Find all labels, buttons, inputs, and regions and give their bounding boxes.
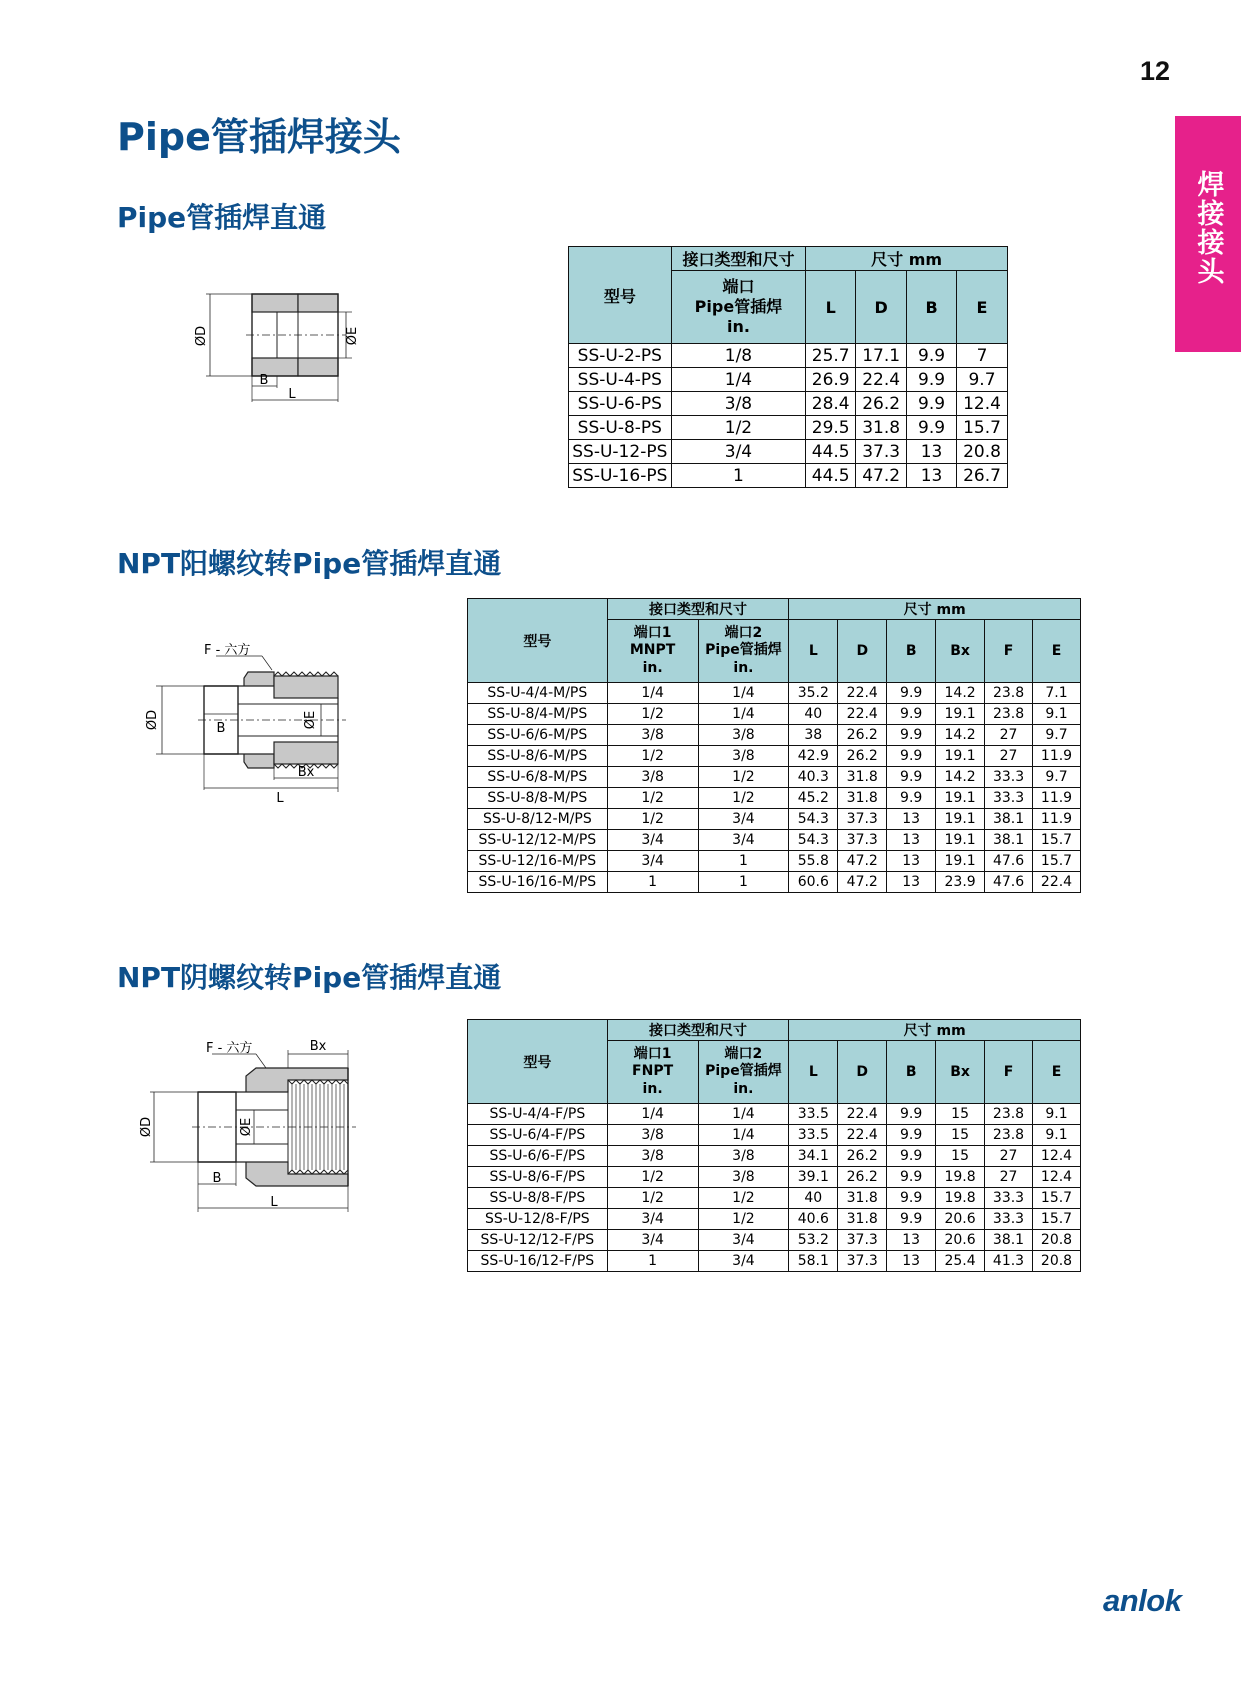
table-row bbox=[468, 788, 1081, 809]
table-row bbox=[468, 1104, 1081, 1125]
header-model: 型号 bbox=[569, 247, 672, 344]
value-cell: 3/8 bbox=[671, 392, 806, 416]
value-cell: 45.2 bbox=[789, 788, 838, 809]
value-cell: 47.2 bbox=[838, 851, 887, 872]
value-cell: 1/2 bbox=[698, 788, 789, 809]
value-cell: 9.7 bbox=[1033, 725, 1081, 746]
value-cell: 3/4 bbox=[698, 830, 789, 851]
value-cell: 13 bbox=[907, 440, 957, 464]
table-row bbox=[569, 344, 1008, 368]
value-cell: 9.9 bbox=[907, 344, 957, 368]
model-cell: SS-U-12/16-M/PS bbox=[468, 851, 608, 872]
value-cell: 1/4 bbox=[607, 683, 698, 704]
value-cell: 26.2 bbox=[838, 1146, 887, 1167]
value-cell: 9.9 bbox=[887, 1146, 936, 1167]
value-cell: 22.4 bbox=[838, 1125, 887, 1146]
value-cell: 41.3 bbox=[985, 1251, 1033, 1272]
value-cell: 33.5 bbox=[789, 1125, 838, 1146]
header-model: 型号 bbox=[468, 599, 608, 683]
model-cell: SS-U-8-PS bbox=[569, 416, 672, 440]
value-cell: 20.6 bbox=[936, 1209, 985, 1230]
dim-label-b: B bbox=[212, 1171, 222, 1186]
value-cell: 38.1 bbox=[985, 809, 1033, 830]
value-cell: 3/4 bbox=[607, 1209, 698, 1230]
value-cell: 15.7 bbox=[1032, 1209, 1080, 1230]
value-cell: 42.9 bbox=[789, 746, 838, 767]
value-cell: 19.1 bbox=[936, 746, 985, 767]
value-cell: 1/2 bbox=[671, 416, 806, 440]
value-cell: 7.1 bbox=[1033, 683, 1081, 704]
value-cell: 1 bbox=[698, 851, 789, 872]
model-cell: SS-U-16/16-M/PS bbox=[468, 872, 608, 893]
value-cell: 13 bbox=[887, 1230, 936, 1251]
value-cell: 11.9 bbox=[1033, 809, 1081, 830]
model-cell: SS-U-8/8-F/PS bbox=[468, 1188, 608, 1209]
value-cell: 3/8 bbox=[607, 725, 698, 746]
value-cell: 19.8 bbox=[936, 1188, 985, 1209]
value-cell: 54.3 bbox=[789, 830, 838, 851]
value-cell: 40.3 bbox=[789, 767, 838, 788]
value-cell: 1/4 bbox=[671, 368, 806, 392]
value-cell: 1/4 bbox=[698, 1104, 789, 1125]
table-row bbox=[468, 872, 1081, 893]
value-cell: 19.1 bbox=[936, 851, 985, 872]
dim-label-e: ØE bbox=[345, 326, 360, 346]
value-cell: 22.4 bbox=[838, 683, 887, 704]
header-port-group: 接口类型和尺寸 bbox=[607, 599, 789, 620]
value-cell: 9.9 bbox=[887, 767, 936, 788]
value-cell: 9.9 bbox=[887, 1188, 936, 1209]
header-port1: 端口1 FNPT in. bbox=[607, 1041, 698, 1104]
model-cell: SS-U-4/4-M/PS bbox=[468, 683, 608, 704]
value-cell: 31.8 bbox=[856, 416, 907, 440]
model-cell: SS-U-6/4-F/PS bbox=[468, 1125, 608, 1146]
value-cell: 26.2 bbox=[838, 746, 887, 767]
value-cell: 9.9 bbox=[887, 788, 936, 809]
value-cell: 9.9 bbox=[887, 1125, 936, 1146]
value-cell: 20.8 bbox=[957, 440, 1008, 464]
table-body bbox=[468, 1104, 1081, 1272]
value-cell: 1 bbox=[698, 872, 789, 893]
dim-label-l: L bbox=[288, 387, 296, 402]
dim-label-e: ØE bbox=[239, 1117, 254, 1137]
value-cell: 27 bbox=[985, 1167, 1033, 1188]
table-row bbox=[468, 767, 1081, 788]
value-cell: 31.8 bbox=[838, 1188, 887, 1209]
header-port-group: 接口类型和尺寸 bbox=[671, 247, 806, 271]
value-cell: 28.4 bbox=[806, 392, 856, 416]
value-cell: 22.4 bbox=[856, 368, 907, 392]
value-cell: 15.7 bbox=[1033, 830, 1081, 851]
value-cell: 40 bbox=[789, 704, 838, 725]
value-cell: 9.1 bbox=[1032, 1104, 1080, 1125]
value-cell: 1/2 bbox=[607, 809, 698, 830]
value-cell: 15.7 bbox=[1033, 851, 1081, 872]
value-cell: 54.3 bbox=[789, 809, 838, 830]
spec-table-fnpt-pipe-socket-weld-union bbox=[467, 1019, 1081, 1272]
table-row bbox=[468, 1209, 1081, 1230]
header-dim-group: 尺寸 mm bbox=[789, 599, 1081, 620]
value-cell: 31.8 bbox=[838, 1209, 887, 1230]
value-cell: 23.8 bbox=[985, 704, 1033, 725]
value-cell: 3/8 bbox=[698, 1167, 789, 1188]
value-cell: 22.4 bbox=[838, 1104, 887, 1125]
header-dim-e: E bbox=[1033, 620, 1081, 683]
dim-label-b: B bbox=[259, 373, 269, 388]
value-cell: 37.3 bbox=[856, 440, 907, 464]
value-cell: 15.7 bbox=[1032, 1188, 1080, 1209]
model-cell: SS-U-12/8-F/PS bbox=[468, 1209, 608, 1230]
table-row bbox=[468, 704, 1081, 725]
value-cell: 40 bbox=[789, 1188, 838, 1209]
value-cell: 40.6 bbox=[789, 1209, 838, 1230]
value-cell: 60.6 bbox=[789, 872, 838, 893]
model-cell: SS-U-12/12-M/PS bbox=[468, 830, 608, 851]
model-cell: SS-U-8/12-M/PS bbox=[468, 809, 608, 830]
brand-logo: anlok bbox=[1103, 1583, 1182, 1618]
header-dim-d: D bbox=[838, 620, 887, 683]
header-dim-b: B bbox=[907, 271, 957, 344]
value-cell: 9.9 bbox=[907, 368, 957, 392]
model-cell: SS-U-16/12-F/PS bbox=[468, 1251, 608, 1272]
header-dim-bx: Bx bbox=[936, 620, 985, 683]
value-cell: 3/8 bbox=[698, 725, 789, 746]
value-cell: 20.8 bbox=[1032, 1230, 1080, 1251]
value-cell: 15 bbox=[936, 1125, 985, 1146]
value-cell: 1/2 bbox=[607, 1167, 698, 1188]
value-cell: 27 bbox=[985, 1146, 1033, 1167]
model-cell: SS-U-16-PS bbox=[569, 464, 672, 488]
table-row bbox=[468, 725, 1081, 746]
spec-table-mnpt-pipe-socket-weld-union bbox=[467, 598, 1081, 893]
value-cell: 47.6 bbox=[985, 872, 1033, 893]
value-cell: 1 bbox=[671, 464, 806, 488]
header-dim-bx: Bx bbox=[936, 1041, 985, 1104]
value-cell: 9.9 bbox=[887, 704, 936, 725]
value-cell: 37.3 bbox=[838, 1230, 887, 1251]
drawing-fnpt-pipe-socket-weld-union bbox=[139, 1036, 368, 1226]
model-cell: SS-U-6/6-M/PS bbox=[468, 725, 608, 746]
value-cell: 13 bbox=[907, 464, 957, 488]
dim-label-f: F - 六方 bbox=[204, 643, 251, 658]
value-cell: 26.7 bbox=[957, 464, 1008, 488]
header-dim-e: E bbox=[957, 271, 1008, 344]
value-cell: 1/4 bbox=[698, 683, 789, 704]
model-cell: SS-U-12/12-F/PS bbox=[468, 1230, 608, 1251]
value-cell: 25.4 bbox=[936, 1251, 985, 1272]
value-cell: 15 bbox=[936, 1104, 985, 1125]
value-cell: 44.5 bbox=[806, 440, 856, 464]
value-cell: 12.4 bbox=[1032, 1167, 1080, 1188]
value-cell: 37.3 bbox=[838, 809, 887, 830]
value-cell: 37.3 bbox=[838, 1251, 887, 1272]
section-title-mnpt-pipe-socket-weld-union: NPT阳螺纹转Pipe管插焊直通 bbox=[117, 547, 502, 580]
value-cell: 3/4 bbox=[607, 851, 698, 872]
table-row bbox=[468, 746, 1081, 767]
model-cell: SS-U-8/6-M/PS bbox=[468, 746, 608, 767]
value-cell: 15 bbox=[936, 1146, 985, 1167]
value-cell: 3/4 bbox=[607, 830, 698, 851]
value-cell: 9.1 bbox=[1033, 704, 1081, 725]
dim-label-bx: Bx bbox=[297, 765, 315, 780]
header-port2: 端口2 Pipe管插焊 in. bbox=[698, 620, 789, 683]
value-cell: 13 bbox=[887, 872, 936, 893]
table-row bbox=[468, 1251, 1081, 1272]
header-dim-l: L bbox=[806, 271, 856, 344]
side-tab-label: 焊接接头 bbox=[1192, 170, 1224, 286]
spec-table-pipe-socket-weld-union bbox=[568, 246, 1008, 488]
dim-label-d: ØD bbox=[194, 325, 209, 347]
header-dim-l: L bbox=[789, 1041, 838, 1104]
value-cell: 9.9 bbox=[887, 1167, 936, 1188]
value-cell: 14.2 bbox=[936, 767, 985, 788]
value-cell: 34.1 bbox=[789, 1146, 838, 1167]
table-row bbox=[468, 1230, 1081, 1251]
header-dim-f: F bbox=[985, 1041, 1033, 1104]
value-cell: 19.1 bbox=[936, 830, 985, 851]
value-cell: 27 bbox=[985, 725, 1033, 746]
value-cell: 47.2 bbox=[838, 872, 887, 893]
value-cell: 3/4 bbox=[607, 1230, 698, 1251]
value-cell: 22.4 bbox=[838, 704, 887, 725]
value-cell: 22.4 bbox=[1033, 872, 1081, 893]
value-cell: 26.9 bbox=[806, 368, 856, 392]
value-cell: 1/2 bbox=[607, 1188, 698, 1209]
value-cell: 33.3 bbox=[985, 788, 1033, 809]
page-number: 12 bbox=[1140, 56, 1171, 86]
value-cell: 1/2 bbox=[607, 746, 698, 767]
value-cell: 19.8 bbox=[936, 1167, 985, 1188]
value-cell: 38 bbox=[789, 725, 838, 746]
value-cell: 9.7 bbox=[957, 368, 1008, 392]
value-cell: 53.2 bbox=[789, 1230, 838, 1251]
value-cell: 3/4 bbox=[698, 809, 789, 830]
table-body bbox=[468, 683, 1081, 893]
value-cell: 9.1 bbox=[1032, 1125, 1080, 1146]
value-cell: 23.8 bbox=[985, 683, 1033, 704]
header-port2: 端口2 Pipe管插焊 in. bbox=[698, 1041, 789, 1104]
dim-label-l: L bbox=[270, 1195, 278, 1210]
table-row bbox=[569, 440, 1008, 464]
value-cell: 31.8 bbox=[838, 788, 887, 809]
value-cell: 31.8 bbox=[838, 767, 887, 788]
value-cell: 9.9 bbox=[907, 392, 957, 416]
value-cell: 26.2 bbox=[838, 725, 887, 746]
value-cell: 1/2 bbox=[607, 788, 698, 809]
model-cell: SS-U-6-PS bbox=[569, 392, 672, 416]
value-cell: 14.2 bbox=[936, 683, 985, 704]
dim-label-f: F - 六方 bbox=[206, 1041, 253, 1056]
value-cell: 26.2 bbox=[838, 1167, 887, 1188]
value-cell: 17.1 bbox=[856, 344, 907, 368]
dim-label-d: ØD bbox=[145, 709, 160, 731]
value-cell: 47.6 bbox=[985, 851, 1033, 872]
value-cell: 1/2 bbox=[698, 1209, 789, 1230]
model-cell: SS-U-8/4-M/PS bbox=[468, 704, 608, 725]
header-dim-e: E bbox=[1032, 1041, 1080, 1104]
value-cell: 26.2 bbox=[856, 392, 907, 416]
value-cell: 29.5 bbox=[806, 416, 856, 440]
value-cell: 27 bbox=[985, 746, 1033, 767]
value-cell: 3/4 bbox=[698, 1251, 789, 1272]
value-cell: 14.2 bbox=[936, 725, 985, 746]
value-cell: 39.1 bbox=[789, 1167, 838, 1188]
value-cell: 38.1 bbox=[985, 1230, 1033, 1251]
model-cell: SS-U-4-PS bbox=[569, 368, 672, 392]
value-cell: 1/2 bbox=[698, 1188, 789, 1209]
table-row bbox=[569, 416, 1008, 440]
value-cell: 12.4 bbox=[957, 392, 1008, 416]
table-row bbox=[569, 392, 1008, 416]
value-cell: 15.7 bbox=[957, 416, 1008, 440]
table-row bbox=[468, 1167, 1081, 1188]
value-cell: 33.3 bbox=[985, 1209, 1033, 1230]
value-cell: 47.2 bbox=[856, 464, 907, 488]
table-row bbox=[468, 809, 1081, 830]
header-dim-d: D bbox=[838, 1041, 887, 1104]
value-cell: 19.1 bbox=[936, 809, 985, 830]
table-row bbox=[468, 1125, 1081, 1146]
header-dim-b: B bbox=[887, 620, 936, 683]
model-cell: SS-U-2-PS bbox=[569, 344, 672, 368]
value-cell: 1/4 bbox=[698, 1125, 789, 1146]
value-cell: 25.7 bbox=[806, 344, 856, 368]
page-title: Pipe管插焊接头 bbox=[117, 115, 401, 159]
value-cell: 23.8 bbox=[985, 1104, 1033, 1125]
value-cell: 33.3 bbox=[985, 1188, 1033, 1209]
value-cell: 7 bbox=[957, 344, 1008, 368]
value-cell: 1/2 bbox=[607, 704, 698, 725]
value-cell: 9.7 bbox=[1033, 767, 1081, 788]
value-cell: 9.9 bbox=[887, 683, 936, 704]
value-cell: 9.9 bbox=[887, 1104, 936, 1125]
value-cell: 1/2 bbox=[698, 767, 789, 788]
value-cell: 13 bbox=[887, 830, 936, 851]
model-cell: SS-U-8/6-F/PS bbox=[468, 1167, 608, 1188]
value-cell: 3/8 bbox=[607, 767, 698, 788]
header-dim-d: D bbox=[856, 271, 907, 344]
header-dim-b: B bbox=[887, 1041, 936, 1104]
header-port-group: 接口类型和尺寸 bbox=[607, 1020, 789, 1041]
value-cell: 37.3 bbox=[838, 830, 887, 851]
value-cell: 3/8 bbox=[698, 746, 789, 767]
table-row bbox=[468, 830, 1081, 851]
table-row bbox=[468, 851, 1081, 872]
header-model: 型号 bbox=[468, 1020, 608, 1104]
section-title-fnpt-pipe-socket-weld-union: NPT阴螺纹转Pipe管插焊直通 bbox=[117, 961, 502, 994]
value-cell: 13 bbox=[887, 851, 936, 872]
table-row bbox=[569, 464, 1008, 488]
value-cell: 13 bbox=[887, 809, 936, 830]
model-cell: SS-U-6/8-M/PS bbox=[468, 767, 608, 788]
header-dim-group: 尺寸 mm bbox=[789, 1020, 1081, 1041]
model-cell: SS-U-8/8-M/PS bbox=[468, 788, 608, 809]
value-cell: 13 bbox=[887, 1251, 936, 1272]
drawing-pipe-socket-weld-union bbox=[194, 284, 360, 414]
value-cell: 3/4 bbox=[698, 1230, 789, 1251]
value-cell: 33.3 bbox=[985, 767, 1033, 788]
value-cell: 20.6 bbox=[936, 1230, 985, 1251]
value-cell: 58.1 bbox=[789, 1251, 838, 1272]
value-cell: 33.5 bbox=[789, 1104, 838, 1125]
value-cell: 9.9 bbox=[907, 416, 957, 440]
model-cell: SS-U-6/6-F/PS bbox=[468, 1146, 608, 1167]
value-cell: 23.8 bbox=[985, 1125, 1033, 1146]
value-cell: 9.9 bbox=[887, 1209, 936, 1230]
value-cell: 35.2 bbox=[789, 683, 838, 704]
model-cell: SS-U-4/4-F/PS bbox=[468, 1104, 608, 1125]
value-cell: 1 bbox=[607, 1251, 698, 1272]
header-port1: 端口1 MNPT in. bbox=[607, 620, 698, 683]
section-title-pipe-socket-weld-union: Pipe管插焊直通 bbox=[117, 201, 327, 234]
table-body bbox=[569, 344, 1008, 488]
value-cell: 9.9 bbox=[887, 725, 936, 746]
value-cell: 19.1 bbox=[936, 788, 985, 809]
value-cell: 1/4 bbox=[698, 704, 789, 725]
table-row bbox=[468, 683, 1081, 704]
drawing-mnpt-pipe-socket-weld-union bbox=[146, 642, 356, 812]
value-cell: 44.5 bbox=[806, 464, 856, 488]
value-cell: 3/8 bbox=[698, 1146, 789, 1167]
value-cell: 3/8 bbox=[607, 1146, 698, 1167]
dim-label-bx: Bx bbox=[309, 1039, 327, 1054]
dim-label-d: ØD bbox=[139, 1116, 154, 1138]
value-cell: 38.1 bbox=[985, 830, 1033, 851]
dim-label-e: ØE bbox=[303, 710, 318, 730]
value-cell: 12.4 bbox=[1032, 1146, 1080, 1167]
value-cell: 19.1 bbox=[936, 704, 985, 725]
table-row bbox=[468, 1146, 1081, 1167]
header-dim-group: 尺寸 mm bbox=[806, 247, 1008, 271]
value-cell: 1 bbox=[607, 872, 698, 893]
header-port: 端口 Pipe管插焊 in. bbox=[671, 271, 806, 344]
header-dim-f: F bbox=[985, 620, 1033, 683]
table-row bbox=[569, 368, 1008, 392]
dim-label-b: B bbox=[216, 721, 226, 736]
value-cell: 23.9 bbox=[936, 872, 985, 893]
value-cell: 1/4 bbox=[607, 1104, 698, 1125]
value-cell: 3/4 bbox=[671, 440, 806, 464]
header-dim-l: L bbox=[789, 620, 838, 683]
value-cell: 3/8 bbox=[607, 1125, 698, 1146]
value-cell: 55.8 bbox=[789, 851, 838, 872]
value-cell: 11.9 bbox=[1033, 746, 1081, 767]
value-cell: 20.8 bbox=[1032, 1251, 1080, 1272]
value-cell: 1/8 bbox=[671, 344, 806, 368]
value-cell: 9.9 bbox=[887, 746, 936, 767]
table-row bbox=[468, 1188, 1081, 1209]
side-tab bbox=[1175, 116, 1241, 352]
value-cell: 11.9 bbox=[1033, 788, 1081, 809]
model-cell: SS-U-12-PS bbox=[569, 440, 672, 464]
dim-label-l: L bbox=[276, 791, 284, 806]
